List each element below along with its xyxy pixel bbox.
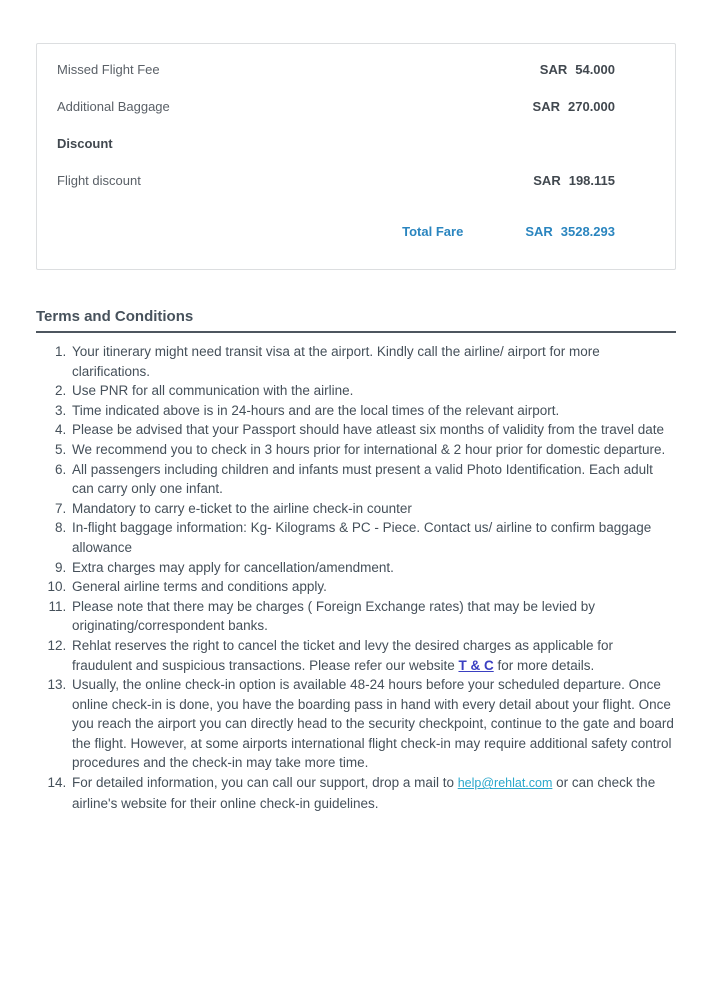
fare-row-total: [57, 224, 615, 239]
total-fare-label: Total Fare: [402, 224, 464, 239]
currency-code: SAR: [539, 62, 568, 77]
terms-item-9: 9. Extra charges may apply for cancellation/amendment.: [70, 558, 676, 578]
terms-item-1: 1. Your itinerary might need transit visa at the airport. Kindly call the airline/ airport for more clarifications.: [70, 342, 676, 381]
fare-row-additional-baggage: [57, 99, 615, 114]
terms-item-10: 10. General airline terms and conditions apply.: [70, 577, 676, 597]
terms-item-14: 14. For detailed information, you can call our support, drop a mail to help@rehlat.com or can check the airline's website for their online check-in guidelines.: [70, 773, 676, 813]
terms-item-8: 8. In-flight baggage information: Kg- Kilograms & PC - Piece. Contact us/ airline to confirm baggage allowance: [70, 518, 676, 557]
terms-item-13: 13. Usually, the online check-in option is available 48-24 hours before your scheduled departure. Once online check-in is done, you have the boarding pass in hand with every detail about your flight. Once you reach the airport you can directly head to the security checkpoint, continue to the gate and board the flight. However, at some airports international flight check-in may require additional safety control procedures and the check-in may take more time.: [70, 675, 676, 773]
fare-row-flight-discount: [57, 173, 615, 188]
currency-code: SAR: [525, 224, 553, 239]
terms-item-4: 4. Please be advised that your Passport should have atleast six months of validity from the travel date: [70, 420, 676, 440]
fare-row-missed-flight-fee: [57, 62, 615, 77]
fare-label: Missed Flight Fee: [57, 62, 160, 77]
amount-value: 3528.293: [560, 224, 615, 239]
fare-label: Additional Baggage: [57, 99, 170, 114]
fare-summary-box: [36, 43, 676, 270]
terms-item-2: 2. Use PNR for all communication with the airline.: [70, 381, 676, 401]
terms-item-6: 6. All passengers including children and infants must present a valid Photo Identification. Each adult can carry only one infant.: [70, 460, 676, 499]
currency-code: SAR: [533, 173, 561, 188]
terms-list: [36, 342, 676, 813]
terms-item-12: 12. Rehlat reserves the right to cancel the ticket and levy the desired charges as applicable for fraudulent and suspicious transactions. Please refer our website T & C for more details.: [70, 636, 676, 675]
fare-amount: [533, 99, 615, 114]
fare-label: Flight discount: [57, 173, 141, 188]
terms-item-7: 7. Mandatory to carry e-ticket to the airline check-in counter: [70, 499, 676, 519]
amount-value: 270.000: [568, 99, 615, 114]
terms-and-conditions-link[interactable]: T & C: [458, 657, 494, 673]
currency-code: SAR: [532, 99, 560, 114]
fare-section-discount: [57, 136, 615, 151]
fare-amount: [540, 62, 615, 77]
support-email-link[interactable]: help@rehlat.com: [457, 776, 553, 791]
amount-value: 198.115: [568, 173, 615, 188]
terms-heading: Terms and Conditions: [36, 308, 676, 333]
fare-amount: [533, 173, 615, 188]
terms-item-11: 11. Please note that there may be charges ( Foreign Exchange rates) that may be levied by originating/correspondent banks.: [70, 597, 676, 636]
amount-value: 54.000: [575, 62, 615, 77]
terms-item-5: 5. We recommend you to check in 3 hours prior for international & 2 hour prior for domestic departure.: [70, 440, 676, 460]
fare-section-heading: Discount: [57, 136, 113, 151]
terms-item-3: 3. Time indicated above is in 24-hours and are the local times of the relevant airport.: [70, 401, 676, 421]
total-fare-amount: [525, 224, 615, 239]
